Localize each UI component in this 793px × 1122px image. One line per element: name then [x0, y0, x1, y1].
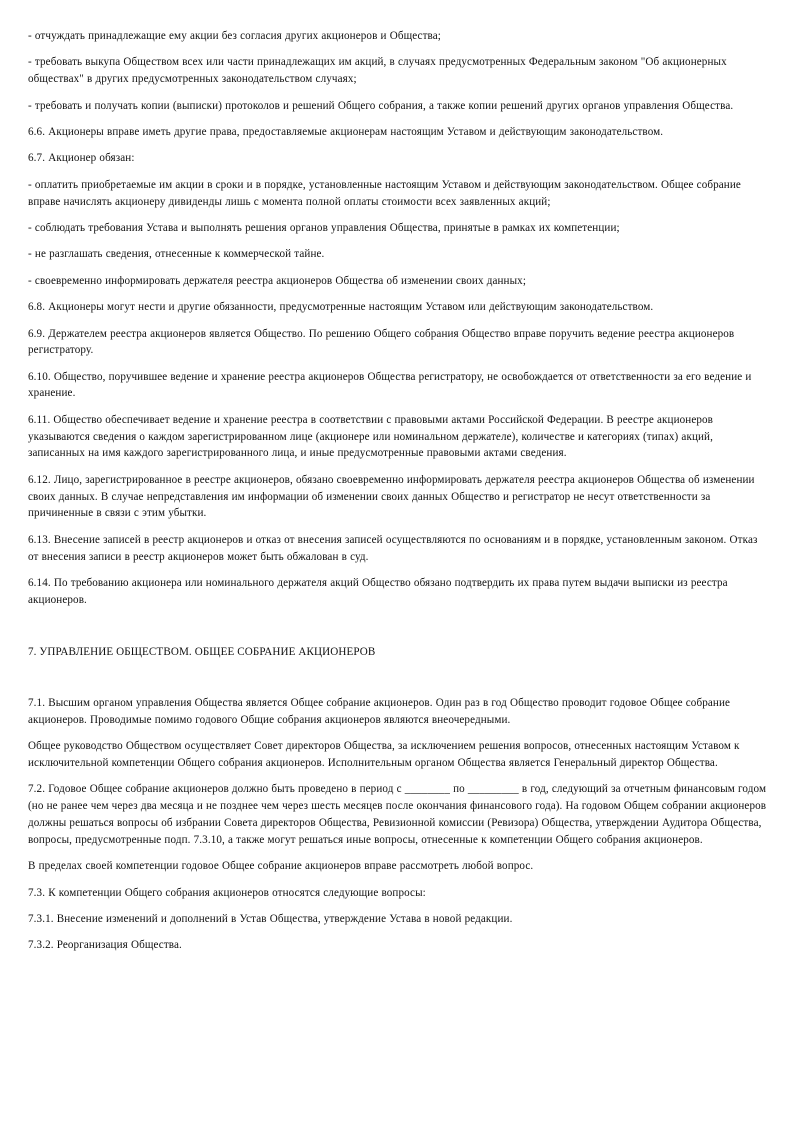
paragraph-6-7: 6.7. Акционер обязан: [28, 152, 135, 165]
paragraph-6-9: 6.9. Держателем реестра акционеров является Общество. По решению Общего собрания Общество вправе поручить ведение реестра акционеров регистратору. [28, 327, 738, 357]
paragraph-6-11: 6.11. Общество обеспечивает ведение и хранение реестра в соответствии с правовыми актами Российской Федерации. В реестре акционеров указываются сведения о каждом зарегистрированном лице (акционере или номинальном держателе), количестве и категориях (типах) акций, записанных на имя каждого зарегистрированного лица, и иные предусмотренные правовыми актами сведения. [28, 413, 717, 460]
paragraph-6-7-d: - своевременно информировать держателя реестра акционеров Общества об изменении своих данных; [28, 274, 527, 287]
paragraph-6-5-b: - требовать выкупа Обществом всех или части принадлежащих им акций, в случаях предусмотренных Федеральным законом "Об акционерных обществах" в других предусмотренных законодательством случаях; [28, 56, 730, 86]
document-text-body [28, 28, 770, 954]
paragraph-7-2-b: В пределах своей компетенции годовое Общее собрание акционеров вправе рассмотреть любой вопрос. [28, 860, 534, 873]
paragraph-7-1-b: Общее руководство Обществом осуществляет Совет директоров Общества, за исключением решения вопросов, отнесенных настоящим Уставом к исключительной компетенции Общего собрания акционеров. Исполнительным органом Общества является Генеральный директор Общества. [28, 740, 743, 769]
heading-top-spacer [28, 618, 770, 644]
paragraph-6-13: 6.13. Внесение записей в реестр акционеров и отказ от внесения записей осуществляются по основаниям и в порядке, установленным законом. Отказ от внесения записи в реестр акционеров может быть обжалован в суд. [28, 533, 761, 563]
paragraph-7-1: 7.1. Высшим органом управления Общества является Общее собрание акционеров. Один раз в год Общество проводит годовое Общее собрание акционеров. Проводимые помимо годового Общие собрания акционеров являются внеочередными. [28, 697, 734, 726]
paragraph-7-3-1: 7.3.1. Внесение изменений и дополнений в Устав Общества, утверждение Устава в новой редакции. [28, 912, 513, 925]
paragraph-6-5-c: - требовать и получать копии (выписки) протоколов и решений Общего собрания, а также копии решений других органов управления Общества. [28, 99, 734, 112]
paragraph-6-7-c: - не разглашать сведения, отнесенные к коммерческой тайне. [28, 248, 325, 261]
paragraph-6-14: 6.14. По требованию акционера или номинального держателя акций Общество обязано подтвердить их права путем выдачи выписки из реестра акционеров. [28, 577, 731, 606]
paragraph-6-12: 6.12. Лицо, зарегистрированное в реестре акционеров, обязано своевременно информировать держателя реестра акционеров Общества об изменении своих данных. В случае непредставления им информации об изменении своих данных Общество и регистратор не несут ответственности за причиненные в связи с этим убытки. [28, 473, 758, 520]
paragraph-7-3-2: 7.3.2. Реорганизация Общества. [28, 939, 182, 952]
paragraph-7-3: 7.3. К компетенции Общего собрания акционеров относятся следующие вопросы: [28, 886, 426, 899]
paragraph-6-5-a: - отчуждать принадлежащие ему акции без согласия других акционеров и Общества; [28, 30, 441, 42]
paragraph-6-8: 6.8. Акционеры могут нести и другие обязанности, предусмотренные настоящим Уставом или действующим законодательством. [28, 301, 654, 314]
section-heading-7: 7. УПРАВЛЕНИЕ ОБЩЕСТВОМ. ОБЩЕЕ СОБРАНИЕ АКЦИОНЕРОВ [28, 646, 376, 659]
paragraph-7-2: 7.2. Годовое Общее собрание акционеров должно быть проведено в период с ________ по _________ в год, следующий за отчетным финансовым годом (но не ранее чем через два месяца и не позднее чем через шесть месяцев после окончания финансового года). На годовом Общем собрании акционеров должны решаться вопросы об избрании Совета директоров Общества, Ревизионной комиссии (Ревизора) Общества, утверждении Аудитора Общества, вопросы, предусмотренные подп. 7.3.10, а также могут решаться иные вопросы, отнесенные к компетенции Общего собрания акционеров. [28, 783, 770, 846]
heading-bottom-spacer [28, 661, 770, 695]
paragraph-6-6: 6.6. Акционеры вправе иметь другие права, предоставляемые акционерам настоящим Уставом и действующим законодательством. [28, 125, 664, 138]
paragraph-6-7-a: - оплатить приобретаемые им акции в сроки и в порядке, установленные настоящим Уставом и действующим законодательством. Общее собрание вправе начислять акционеру дивиденды лишь с момента полной оплаты стоимости всех заявленных акций; [28, 178, 745, 208]
paragraph-6-10: 6.10. Общество, поручившее ведение и хранение реестра акционеров Общества регистратору, не освобождается от ответственности за его ведение и хранение. [28, 370, 755, 400]
paragraph-6-7-b: - соблюдать требования Устава и выполнять решения органов управления Общества, принятые в рамках их компетенции; [28, 221, 620, 234]
